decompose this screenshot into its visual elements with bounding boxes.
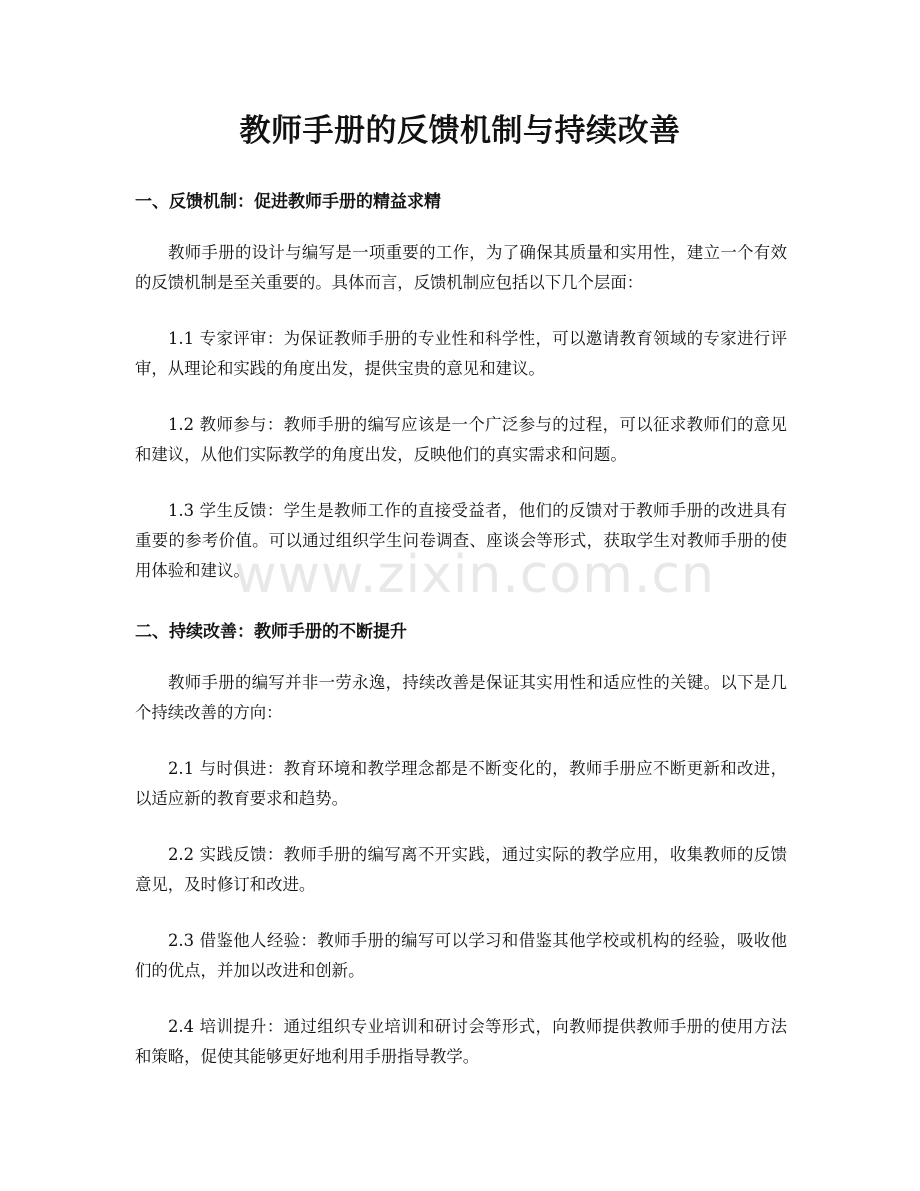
section-1-item-1-3: 1.3 学生反馈：学生是教师工作的直接受益者，他们的反馈对于教师手册的改进具有重要的参考价值。可以通过组织学生问卷调查、座谈会等形式，获取学生对教师手册的使用体验和建议。 <box>135 501 787 580</box>
section-2-heading: 二、持续改善：教师手册的不断提升 <box>135 622 407 642</box>
section-2-paragraph-intro: 教师手册的编写并非一劳永逸，持续改善是保证其实用性和适应性的关键。以下是几个持续改善的方向： <box>135 673 787 722</box>
watermark: www.zixin.com.cn <box>234 545 715 605</box>
section-2-item-2-1: 2.1 与时俱进：教育环境和教学理念都是不断变化的，教师手册应不断更新和改进，以适应新的教育要求和趋势。 <box>135 759 787 808</box>
section-1-heading: 一、反馈机制：促进教师手册的精益求精 <box>135 192 441 212</box>
section-2-item-2-2: 2.2 实践反馈：教师手册的编写离不开实践，通过实际的教学应用，收集教师的反馈意见，及时修订和改进。 <box>135 845 787 894</box>
section-2-item-2-4: 2.4 培训提升：通过组织专业培训和研讨会等形式，向教师提供教师手册的使用方法和策略，促使其能够更好地利用手册指导教学。 <box>135 1017 787 1066</box>
section-2-item-2-3: 2.3 借鉴他人经验：教师手册的编写可以学习和借鉴其他学校或机构的经验，吸收他们的优点，并加以改进和创新。 <box>135 931 787 980</box>
document-title: 教师手册的反馈机制与持续改善 <box>239 113 681 149</box>
section-1-paragraph-intro: 教师手册的设计与编写是一项重要的工作，为了确保其质量和实用性，建立一个有效的反馈机制是至关重要的。具体而言，反馈机制应包括以下几个层面： <box>135 243 787 292</box>
section-1-item-1-2: 1.2 教师参与：教师手册的编写应该是一个广泛参与的过程，可以征求教师们的意见和建议，从他们实际教学的角度出发，反映他们的真实需求和问题。 <box>135 415 787 464</box>
section-1-item-1-1: 1.1 专家评审：为保证教师手册的专业性和科学性，可以邀请教育领域的专家进行评审，从理论和实践的角度出发，提供宝贵的意见和建议。 <box>135 329 787 378</box>
